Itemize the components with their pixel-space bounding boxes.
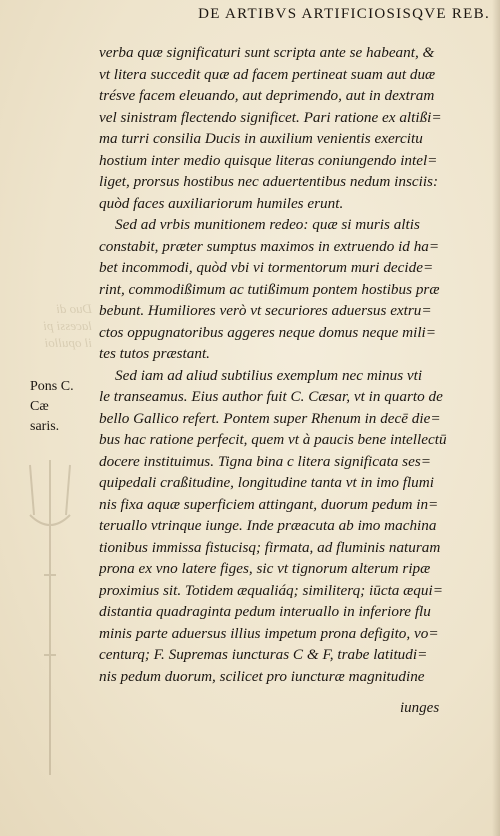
text-line: bebunt. Humiliores verò vt securiores aduersus extru= [99, 302, 432, 319]
text-line: ma turri consilia Ducis in auxilium venientis exercitu [99, 130, 423, 147]
marginal-note [30, 377, 90, 437]
text-line: teruallo vtrinque iunge. Inde præacuta ab imo machina [99, 517, 437, 534]
text-line: distantia quadraginta pedum interuallo in inferiore flu [99, 603, 431, 620]
catchword: iunges [400, 700, 440, 716]
text-line: Sed iam ad aliud subtilius exemplum nec minus vti [115, 366, 423, 384]
text-line: vt litera succedit quæ ad facem pertineat suam aut duæ [99, 65, 436, 83]
bleed-through-figure [20, 455, 80, 785]
bleed-through-text [22, 300, 92, 351]
marginal-note-line: Pons C. Cæ [30, 379, 74, 414]
text-line: centurq; F. Supremas iuncturas C & F, trabe latitudi= [99, 646, 428, 663]
text-line: liget, prorsus hostibus nec aduertentibus nedum insciis: [99, 173, 439, 190]
marginal-note-line: saris. [30, 419, 60, 434]
text-line: proximius sit. Totidem æqualiáq; similiterq; iūcta æqui= [99, 581, 443, 599]
text-line: quòd faces auxiliariorum humiles erunt. [99, 194, 344, 212]
page-edge-shadow [492, 0, 500, 836]
bleed-through-line: il opulloi [44, 335, 92, 350]
text-line: bello Gallico refert. Pontem super Rhenum in decē die= [99, 409, 441, 427]
text-line: nis fixa aquæ superficiem attingant, duorum pedum in= [99, 495, 439, 513]
text-line: docere instituimus. Tigna bina c litera significata ses= [99, 452, 431, 470]
text-line: trésve facem eleuando, aut deprimendo, aut in dextram [99, 87, 435, 104]
text-line: nis pedum duorum, scilicet pro iuncturæ magnitudine [99, 667, 425, 685]
text-line: tionibus immissa fistucisq; firmata, ad fluminis naturam [99, 538, 441, 556]
text-line: constabit, præter sumptus maximos in extruendo id ha= [99, 237, 440, 255]
bleed-through-line: lacessi pi [43, 318, 92, 333]
text-line: quipedali craßitudine, longitudine tanta vt in imo flumi [99, 474, 434, 491]
text-line: prona ex vno latere figes, sic vt tignorum alterum ripæ [99, 560, 431, 577]
text-line: Sed ad vrbis munitionem redeo: quæ si muris altis [115, 216, 420, 233]
text-line: bet incommodi, quòd vbi vi tormentorum muri decide= [99, 259, 434, 276]
text-line: ctos oppugnatoribus aggeres neque domus neque mili= [99, 323, 437, 341]
text-line: hostium inter medio quisque literas coniungendo intel= [99, 151, 438, 169]
bleed-through-line: Duo di [56, 301, 92, 316]
text-line: rint, commodißimum ac tutißimum pontem hostibus præ [99, 280, 440, 298]
text-line: le transeamus. Eius author fuit C. Cæsar, vt in quarto de [99, 388, 443, 405]
text-line: minis parte aduersus illius impetum prona defigito, vo= [99, 624, 439, 642]
text-line: bus hac ratione perfecit, quem vt à paucis bene intellectū [99, 431, 447, 448]
text-line: vel sinistram flectendo significet. Pari ratione ex altißi= [99, 108, 442, 126]
running-header: DE ARTIBVS ARTIFICIOSISQVE REB. [198, 6, 490, 22]
text-line: verba quæ significaturi sunt scripta ante se habeant, & [99, 44, 435, 61]
body-text [99, 42, 464, 687]
text-line: tes tutos præstant. [99, 345, 210, 362]
